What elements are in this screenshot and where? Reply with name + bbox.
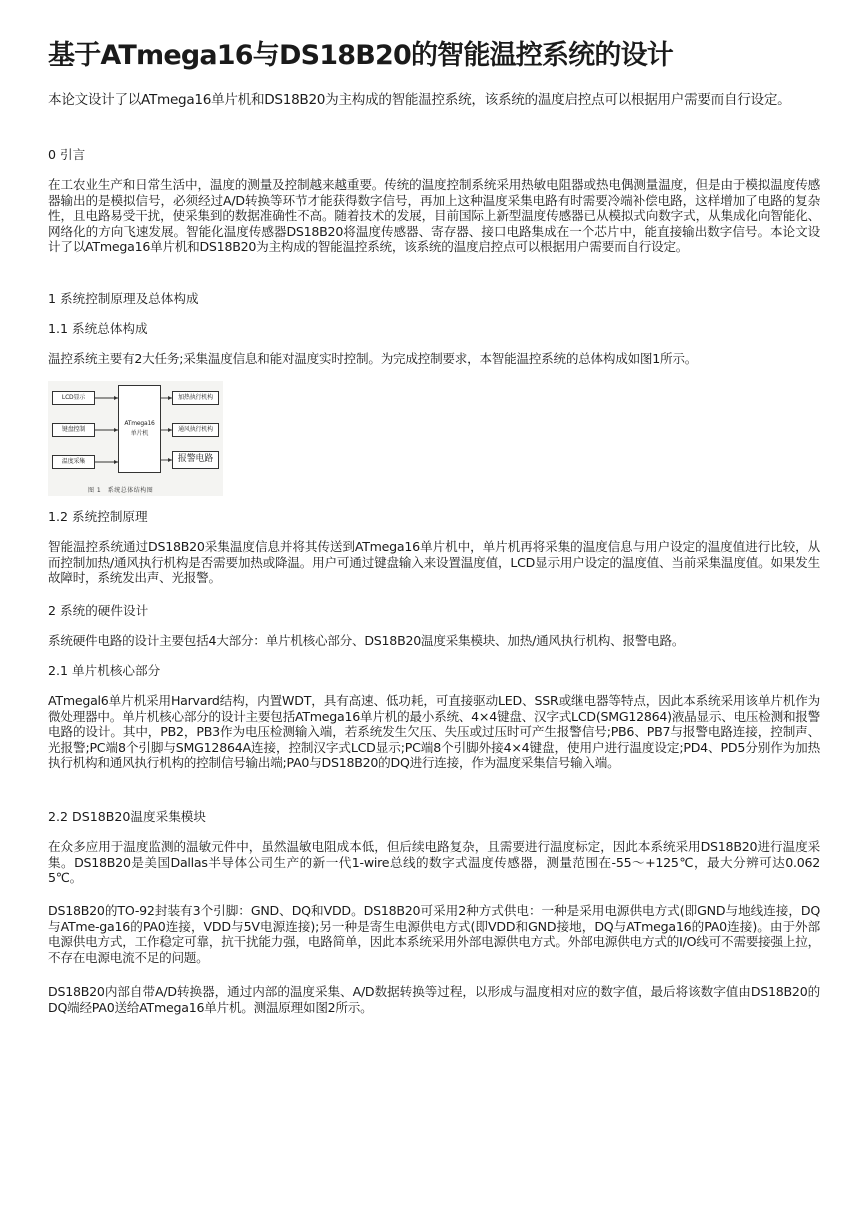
figure-1-system-diagram: [48, 381, 223, 496]
mcu-box: [118, 385, 161, 473]
intro-paragraph: 本论文设计了以ATmega16单片机和DS18B20为主构成的智能温控系统，该系统的温度启控点可以根据用户需要而自行设定。: [48, 92, 791, 108]
section-1-2-paragraph: 智能温控系统通过DS18B20采集温度信息并将其传送到ATmega16单片机中，单片机再将采集的温度信息与用户设定的温度值进行比较，从而控制加热/通风执行机构是否需要加热或降温。用户可通过键盘输入来设置温度值，LCD显示用户设定的温度值、当前采集温度值。如果发生故障时，系统发出声、光报警。: [48, 539, 820, 585]
keyboard-control-box: 键盘控制: [52, 423, 95, 437]
mcu-label-line2: 单片机: [130, 429, 149, 437]
section-0-heading: 0 引言: [48, 147, 86, 162]
section-2-1-paragraph: ATmegal6单片机采用Harvard结构，内置WDT，具有高速、低功耗，可直接驱动LED、SSR或继电器等特点，因此本系统采用该单片机作为微处理器中。单片机核心部分的设计主要包括ATmega16单片机的最小系统、4×4键盘、汉字式LCD(SMG12864)液晶显示、电压检测和报警电路的设计。其中，PB2，PB3作为电压检测输入端，若系统发生欠压、失压或过压时可产生报警信号;PB6、PB7与报警电路连接，控制声、光报警;PC端8个引脚与SMG12864A连接，控制汉字式LCD显示;PC端8个引脚外接4×4键盘，使用户进行温度设定;PD4、PD5分别作为加热执行机构和通风执行机构的控制信号输出端;PA0与DS18B20的DQ进行连接，作为温度采集信号输入端。: [48, 693, 820, 770]
heating-actuator-box: 加热执行机构: [172, 391, 219, 405]
section-2-paragraph: 系统硬件电路的设计主要包括4大部分：单片机核心部分、DS18B20温度采集模块、加热/通风执行机构、报警电路。: [48, 633, 685, 648]
section-2-2-heading: 2.2 DS18B20温度采集模块: [48, 809, 206, 824]
temperature-collect-box: 温度采集: [52, 455, 95, 469]
section-2-2-paragraph-2: DS18B20的TO-92封装有3个引脚：GND、DQ和VDD。DS18B20可采用2种方式供电：一种是采用电源供电方式(即GND与地线连接，DQ与ATme-ga16的PA0连接，VDD与5V电源连接);另一种是寄生电源供电方式(即VDD和GND接地，DQ与ATmega16的PA0连接)。由于外部电源供电方式，工作稳定可靠，抗干扰能力强，电路简单，因此本系统采用外部电源供电方式。外部电源供电方式的I/O线可不需要接强上拉，不存在电源电流不足的问题。: [48, 903, 820, 965]
ventilation-actuator-box: 通风执行机构: [172, 423, 219, 437]
section-0-paragraph: 在工农业生产和日常生活中，温度的测量及控制越来越重要。传统的温度控制系统采用热敏电阻器或热电偶测量温度，但是由于模拟温度传感器输出的是模拟信号，必须经过A/D转换等环节才能获得数字信号，再加上这种温度采集电路有时需要冷端补偿电路，这样增加了电路的复杂性，且电路易受干扰，使采集到的数据准确性不高。随着技术的发展，目前国际上新型温度传感器已从模拟式向数字式，从集成化向智能化、网络化的方向飞速发展。智能化温度传感器DS18B20将温度传感器、寄存器、接口电路集成在一个芯片中，能直接输出数字信号。本论文设计了以ATmega16单片机和DS18B20为主构成的智能温控系统，该系统的温度启控点可以根据用户需要而自行设定。: [48, 177, 820, 254]
section-2-2-paragraph-3: DS18B20内部自带A/D转换器，通过内部的温度采集、A/D数据转换等过程，以形成与温度相对应的数字值，最后将该数字值由DS18B20的DQ端经PA0送给ATmega16单片机。测温原理如图2所示。: [48, 984, 820, 1015]
section-2-1-heading: 2.1 单片机核心部分: [48, 663, 161, 678]
lcd-display-box: LCD显示: [52, 391, 95, 405]
section-2-heading: 2 系统的硬件设计: [48, 603, 149, 618]
section-1-1-heading: 1.1 系统总体构成: [48, 321, 148, 336]
section-1-heading: 1 系统控制原理及总体构成: [48, 291, 199, 306]
alarm-circuit-box: 报警电路: [172, 451, 219, 469]
page-title: 基于ATmega16与DS18B20的智能温控系统的设计: [48, 40, 673, 71]
mcu-label-line1: ATmega16: [124, 419, 155, 427]
section-1-1-paragraph: 温控系统主要有2大任务;采集温度信息和能对温度实时控制。为完成控制要求，本智能温控系统的总体构成如图1所示。: [48, 351, 698, 366]
figure-1-caption: 图 1 系统总体结构图: [88, 487, 154, 494]
section-2-2-paragraph-1: 在众多应用于温度监测的温敏元件中，虽然温敏电阻成本低，但后续电路复杂，且需要进行温度标定，因此本系统采用DS18B20进行温度采集。DS18B20是美国Dallas半导体公司生产的新一代1-wire总线的数字式温度传感器，测量范围在-55～+125℃，最大分辨可达0.062 5℃。: [48, 839, 820, 885]
section-1-2-heading: 1.2 系统控制原理: [48, 509, 148, 524]
